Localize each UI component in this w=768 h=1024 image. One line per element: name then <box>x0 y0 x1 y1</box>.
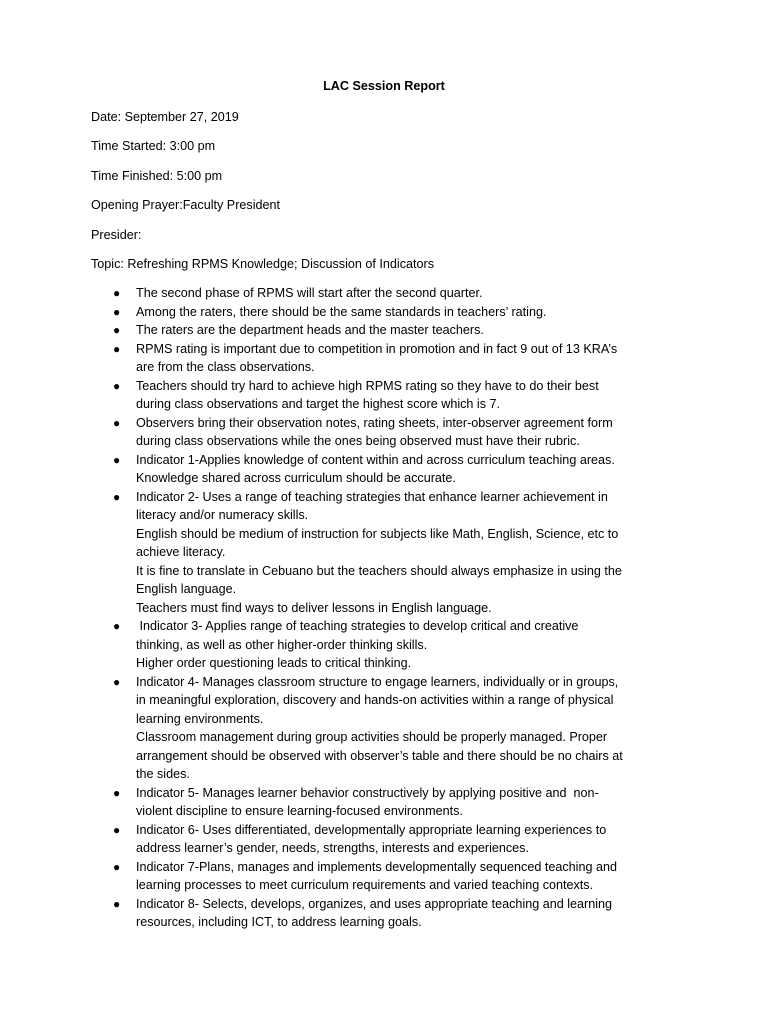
bullet-icon: ● <box>113 822 121 837</box>
bullet-text-line: Indicator 6- Uses differentiated, developmentally appropriate learning experiences to <box>136 822 607 837</box>
time-finished-field: Time Finished: 5:00 pm <box>91 169 223 183</box>
bullet-icon: ● <box>113 286 121 300</box>
discussion-bullet-list <box>110 284 710 932</box>
bullet-text-line: RPMS rating is important due to competition in promotion and in fact 9 out of 13 KRA’s <box>136 341 618 356</box>
bullet-text-line: Knowledge shared across curriculum should be accurate. <box>136 471 456 485</box>
bullet-text-line: English language. <box>136 582 237 596</box>
bullet-text-line: The second phase of RPMS will start after the second quarter. <box>136 286 483 300</box>
bullet-text-line: Indicator 8- Selects, develops, organizes, and uses appropriate teaching and learning <box>136 896 613 911</box>
bullet-text-line: learning processes to meet curriculum requirements and varied teaching contexts. <box>136 878 594 892</box>
bullet-text-line: Teachers should try hard to achieve high RPMS rating so they have to do their best <box>136 378 599 393</box>
bullet-icon: ● <box>113 489 121 504</box>
time-started-field: Time Started: 3:00 pm <box>91 139 216 153</box>
bullet-item <box>110 784 710 821</box>
bullet-item <box>110 340 710 377</box>
bullet-icon: ● <box>113 415 121 430</box>
bullet-text-line: Indicator 7-Plans, manages and implements developmentally sequenced teaching and <box>136 859 617 874</box>
bullet-text-line: It is fine to translate in Cebuano but the teachers should always emphasize in using the <box>136 563 622 578</box>
bullet-item <box>110 303 710 322</box>
bullet-text-line: violent discipline to ensure learning-focused environments. <box>136 804 463 818</box>
bullet-item <box>110 488 710 618</box>
bullet-item <box>110 414 710 451</box>
bullet-text-line: Higher order questioning leads to critical thinking. <box>136 656 412 670</box>
bullet-item <box>110 617 710 673</box>
bullet-text-line: learning environments. <box>136 711 264 726</box>
bullet-icon: ● <box>113 785 121 800</box>
bullet-text-line: Indicator 3- Applies range of teaching strategies to develop critical and creative <box>136 619 579 633</box>
bullet-item <box>110 858 710 895</box>
bullet-text-line: Indicator 1-Applies knowledge of content within and across curriculum teaching areas. <box>136 452 615 467</box>
bullet-icon: ● <box>113 304 121 319</box>
bullet-text-line: Teachers must find ways to deliver lessons in English language. <box>136 600 492 615</box>
bullet-text-line: thinking, as well as other higher-order thinking skills. <box>136 637 428 652</box>
bullet-text-line: in meaningful exploration, discovery and hands-on activities within a range of physical <box>136 693 614 707</box>
bullet-icon: ● <box>113 619 121 633</box>
bullet-text-line: Indicator 2- Uses a range of teaching strategies that enhance learner achievement in <box>136 489 608 504</box>
date-field: Date: September 27, 2019 <box>91 110 239 124</box>
bullet-icon: ● <box>113 452 121 467</box>
bullet-text-line: during class observations while the ones being observed must have their rubric. <box>136 434 580 448</box>
bullet-item <box>110 377 710 414</box>
bullet-text-line: Indicator 5- Manages learner behavior constructively by applying positive and non- <box>136 785 599 800</box>
bullet-text-line: achieve literacy. <box>136 545 226 559</box>
opening-prayer-field: Opening Prayer:Faculty President <box>91 198 280 212</box>
presider-field: Presider: <box>91 228 142 242</box>
bullet-text-line: literacy and/or numeracy skills. <box>136 508 309 522</box>
bullet-icon: ● <box>113 896 121 911</box>
bullet-item <box>110 895 710 932</box>
bullet-text-line: are from the class observations. <box>136 360 315 374</box>
bullet-icon: ● <box>113 341 121 356</box>
bullet-text-line: Observers bring their observation notes, rating sheets, inter-observer agreement form <box>136 415 613 430</box>
topic-field: Topic: Refreshing RPMS Knowledge; Discussion of Indicators <box>91 257 434 271</box>
bullet-text-line: resources, including ICT, to address learning goals. <box>136 915 422 929</box>
bullet-text-line: The raters are the department heads and the master teachers. <box>136 323 484 337</box>
bullet-item <box>110 821 710 858</box>
bullet-text-line: during class observations and target the highest score which is 7. <box>136 397 501 411</box>
bullet-item <box>110 673 710 784</box>
bullet-item <box>110 321 710 340</box>
bullet-text-line: Indicator 4- Manages classroom structure to engage learners, individually or in groups, <box>136 674 619 689</box>
bullet-text-line: English should be medium of instruction for subjects like Math, English, Science, etc to <box>136 526 619 541</box>
bullet-icon: ● <box>113 323 121 337</box>
bullet-item <box>110 284 710 303</box>
bullet-text-line: arrangement should be observed with observer’s table and there should be no chairs at <box>136 748 623 763</box>
document-title: LAC Session Report <box>323 79 445 93</box>
bullet-icon: ● <box>113 674 121 689</box>
bullet-text-line: the sides. <box>136 767 190 781</box>
bullet-text-line: address learner’s gender, needs, strengths, interests and experiences. <box>136 841 529 855</box>
bullet-item <box>110 451 710 488</box>
bullet-icon: ● <box>113 859 121 874</box>
bullet-icon: ● <box>113 378 121 393</box>
bullet-text-line: Among the raters, there should be the same standards in teachers’ rating. <box>136 304 547 319</box>
bullet-text-line: Classroom management during group activities should be properly managed. Proper <box>136 730 608 744</box>
